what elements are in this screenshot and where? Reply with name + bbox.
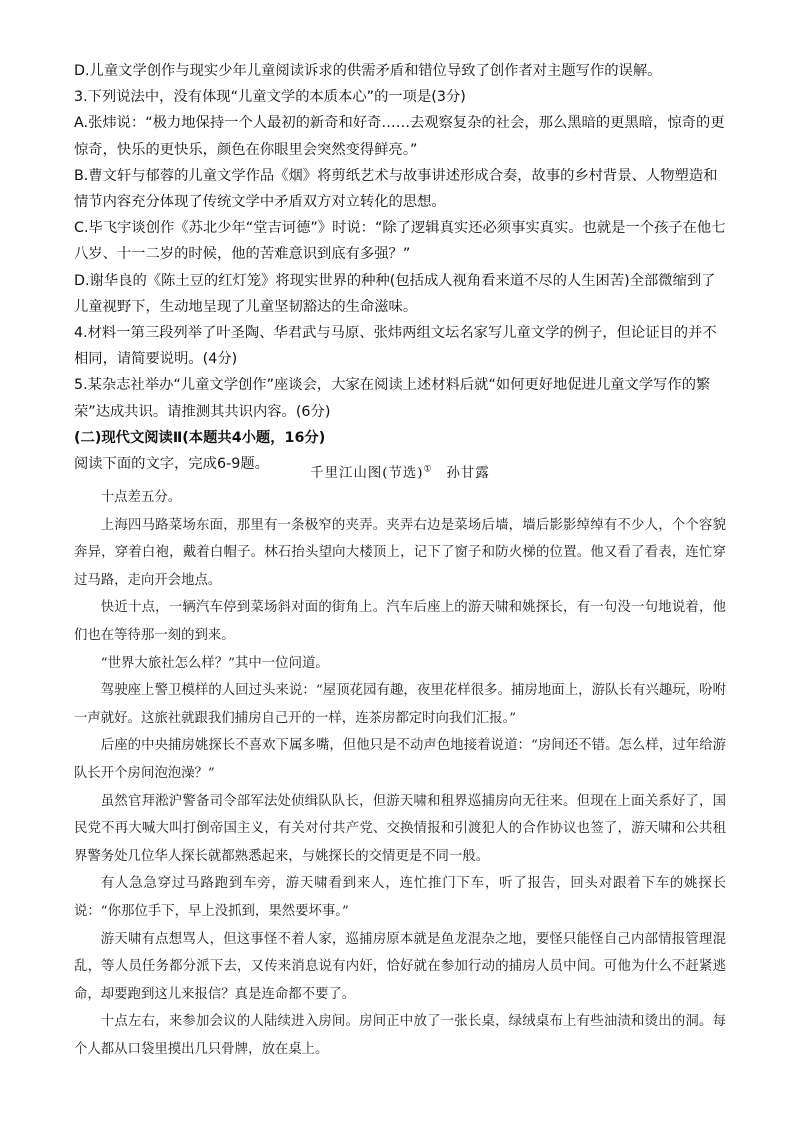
story-paragraph: 驾驶座上警卫模样的人回过头来说：“屋顶花园有趣，夜里花样很多。捕房地面上，游队长有兴趣玩，吩咐一声就好。这旅社就跟我们捕房自己开的一样，连茶房都定时向我们汇报。” <box>74 683 726 726</box>
story-paragraph: 虽然官拜淞沪警备司令部军法处侦缉队队长，但游天啸和租界巡捕房向无往来。但现在上面关系好了，国民党不再大喊大叫打倒帝国主义，有关对付共产党、交换情报和引渡犯人的合作协议也签了，游天啸和公共租界警务处几位华人探长就都熟悉起来，与姚探长的交情更是不同一般。 <box>74 793 726 864</box>
story-paragraph: “世界大旅社怎么样？”其中一位问道。 <box>100 655 329 671</box>
story-paragraph: 游天啸有点想骂人，但这事怪不着人家，巡捕房原本就是鱼龙混杂之地，要怪只能怪自己内部情报管理混乱，等人员任务都分派下去，又传来消息说有内奸，恰好就在参加行动的捕房人员中间。可他为什么不赶紧逃命，却要跑到这儿来报信？真是连命都不要了。 <box>74 931 726 1002</box>
story-paragraph: 有人急急穿过马路跑到车旁，游天啸看到来人，连忙推门下车，听了报告，回头对跟着下车的姚探长说：“你那位手下，早上没抓到，果然要坏事。” <box>74 876 726 919</box>
story-body <box>74 484 726 1063</box>
questions-block <box>74 58 726 477</box>
option-c: C.毕飞宇谈创作《苏北少年“堂吉诃德”》时说：“除了逻辑真实还必须事实真实。也就是一个孩子在他七八岁、十一二岁的时候，他的苦难意识到底有多强？” <box>74 220 726 263</box>
story-paragraph: 十点差五分。 <box>100 490 182 505</box>
question-4: 4.材料一第三段列举了叶圣陶、华君武与马原、张炜两组文坛名家写儿童文学的例子，但论证目的并不相同，请简要说明。(4分) <box>74 325 717 368</box>
section-heading: (二)现代文阅读Ⅱ(本题共4小题，16分) <box>74 429 326 446</box>
option-d-line: D.儿童文学创作与现实少年儿童阅读诉求的供需矛盾和错位导致了创作者对主题写作的误解。 <box>74 63 662 79</box>
option-a: A.张炜说：“极力地保持一个人最初的新奇和好奇……去观察复杂的社会，那么黑暗的更黑暗，惊奇的更惊奇，快乐的更快乐，颜色在你眼里会突然变得鲜亮。” <box>74 115 725 158</box>
story-title: 千里江山图(节选) <box>310 466 424 481</box>
story-paragraph: 后座的中央捕房姚探长不喜欢下属多嘴，但他只是不动声色地接着说道：“房间还不错。怎么样，过年给游队长开个房间泡泡澡？” <box>74 738 726 781</box>
footnote-mark: ① <box>423 464 433 475</box>
story-paragraph: 上海四马路菜场东面，那里有一条极窄的夹弄。夹弄右边是菜场后墙，墙后影影绰绰有不少人，个个容貌奔异，穿着白袍，戴着白帽子。林石抬头望向大楼顶上，记下了窗子和防火梯的位置。他又看了看表，连忙穿过马路，走向开会地点。 <box>74 517 726 588</box>
story-author: 孙甘露 <box>446 466 490 481</box>
option-b: B.曹文轩与郁蓉的儿童文学作品《烟》将剪纸艺术与故事讲述形成合奏，故事的乡村背景、人物塑造和情节内容充分体现了传统文学中矛盾双方对立转化的思想。 <box>74 167 718 211</box>
option-d: D.谢华良的《陈土豆的红灯笼》将现实世界的种种(包括成人视角看来道不尽的人生困苦)全部微缩到了儿童视野下，生动地呈现了儿童坚韧豁达的生命滋味。 <box>74 272 716 315</box>
question-3: 3.下列说法中，没有体现“儿童文学的本质本心”的一项是(3分) <box>74 89 466 106</box>
question-5: 5.某杂志社举办“儿童文学创作”座谈会，大家在阅读上述材料后就“如何更好地促进儿童文学写作的繁荣”达成共识。请推测其共识内容。(6分) <box>74 377 711 420</box>
instruction: 阅读下面的文字，完成6-9题。 <box>74 456 269 473</box>
story-paragraph: 十点左右，来参加会议的人陆续进入房间。房间正中放了一张长桌，绿绒桌布上有些油渍和烫出的洞。每个人都从口袋里摸出几只骨牌，放在桌上。 <box>74 1014 726 1057</box>
story-title-line <box>74 462 726 481</box>
story-paragraph: 快近十点，一辆汽车停到菜场斜对面的街角上。汽车后座上的游天啸和姚探长，有一句没一句地说着，他们也在等待那一刻的到来。 <box>74 600 726 643</box>
